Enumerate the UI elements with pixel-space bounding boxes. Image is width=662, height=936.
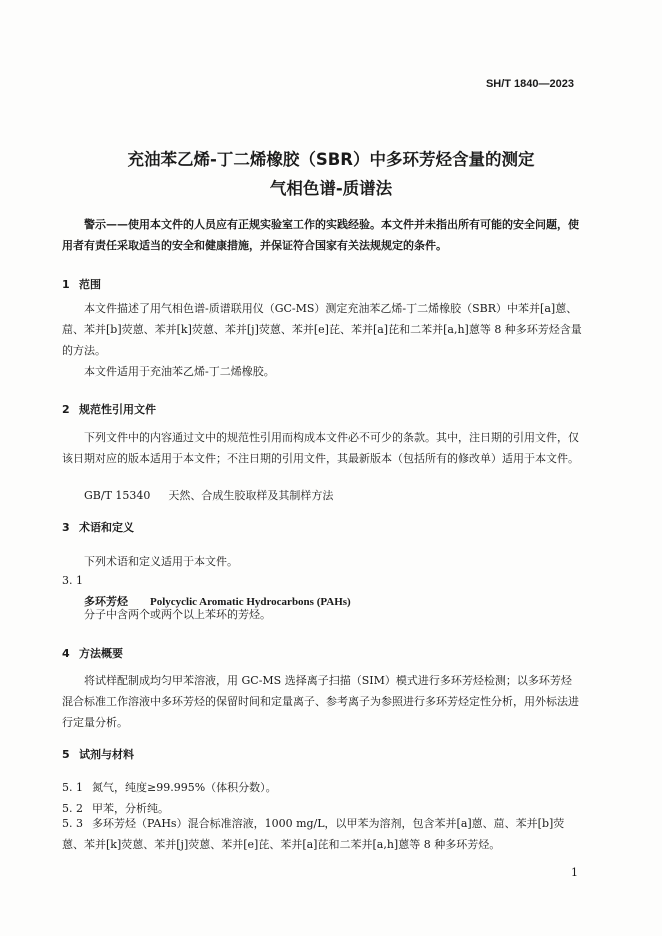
section-heading-method — [62, 645, 123, 661]
term-definition: 分子中含两个或两个以上苯环的芳烃。 — [84, 608, 271, 621]
section-heading-terms — [62, 519, 134, 535]
section-title: 术语和定义 — [79, 521, 134, 534]
section-number: 4 — [62, 647, 70, 660]
section-number: 2 — [62, 403, 70, 416]
clause-number: 5. 2 — [62, 802, 83, 815]
paragraph: 本文件描述了用气相色谱-质谱联用仪（GC-MS）测定充油苯乙烯-丁二烯橡胶（SBR）中苯并[a]蒽、䓛、苯并[b]荧蒽、苯并[k]荧蒽、苯并[j]荧蒽、苯并[e]芘、苯并[a]芘和二苯并[a,h]蒽等 8 种多环芳烃含量的方法。 — [62, 302, 582, 357]
paragraph: 下列术语和定义适用于本文件。 — [84, 555, 238, 568]
section-title: 规范性引用文件 — [79, 403, 156, 416]
term-chinese: 多环芳烃 — [84, 595, 128, 608]
clause-number: 3. 1 — [62, 574, 83, 587]
paragraph: 下列文件中的内容通过文中的规范性引用而构成本文件必不可少的条款。其中，注日期的引用文件，仅该日期对应的版本适用于本文件；不注日期的引用文件，其最新版本（包括所有的修改单）适用于本文件。 — [62, 431, 579, 465]
term-english: Polycyclic Aromatic Hydrocarbons (PAHs) — [150, 596, 351, 608]
section-heading-scope — [62, 276, 101, 292]
page-title: 充油苯乙烯-丁二烯橡胶（SBR）中多环芳烃含量的测定 — [127, 150, 535, 169]
section-heading-reagents — [62, 746, 134, 762]
section-number: 1 — [62, 278, 70, 291]
reference-code: GB/T 15340 — [84, 489, 151, 502]
document-code: SH/T 1840—2023 — [485, 78, 574, 90]
clause-number: 5. 3 — [62, 817, 83, 830]
clause-text: 多环芳烃（PAHs）混合标准溶液，1000 mg/L，以甲苯为溶剂，包含苯并[a]蒽、䓛、苯并[b]荧蒽、苯并[k]荧蒽、苯并[j]荧蒽、苯并[e]芘、苯并[a]芘和二苯并[a,h]蒽等 8 种多环芳烃。 — [62, 817, 565, 851]
reference-entry — [84, 487, 333, 503]
section-title: 方法概要 — [79, 647, 123, 660]
clause-text: 甲苯，分析纯。 — [92, 802, 169, 815]
page-subtitle: 气相色谱-质谱法 — [269, 179, 393, 198]
paragraph: 将试样配制成均匀甲苯溶液，用 GC-MS 选择离子扫描（SIM）模式进行多环芳烃检测；以多环芳烃混合标准工作溶液中多环芳烃的保留时间和定量离子、参考离子为参照进行多环芳烃定性分析，用外标法进行定量分析。 — [62, 674, 579, 729]
section-heading-references — [62, 401, 156, 417]
page-number: 1 — [571, 866, 578, 879]
paragraph: 本文件适用于充油苯乙烯-丁二烯橡胶。 — [84, 365, 275, 378]
section-title: 范围 — [79, 278, 101, 291]
safety-warning: 警示——使用本文件的人员应有正规实验室工作的实践经验。本文件并未指出所有可能的安全问题，使用者有责任采取适当的安全和健康措施，并保证符合国家有关法规规定的条件。 — [62, 218, 579, 252]
section-title: 试剂与材料 — [79, 748, 134, 761]
list-item — [62, 779, 277, 795]
section-number: 5 — [62, 748, 70, 761]
list-item — [62, 813, 582, 855]
clause-number: 5. 1 — [62, 781, 83, 794]
reference-title: 天然、合成生胶取样及其制样方法 — [168, 489, 334, 502]
section-number: 3 — [62, 521, 70, 534]
clause-text: 氮气，纯度≥99.995%（体积分数）。 — [92, 781, 277, 794]
